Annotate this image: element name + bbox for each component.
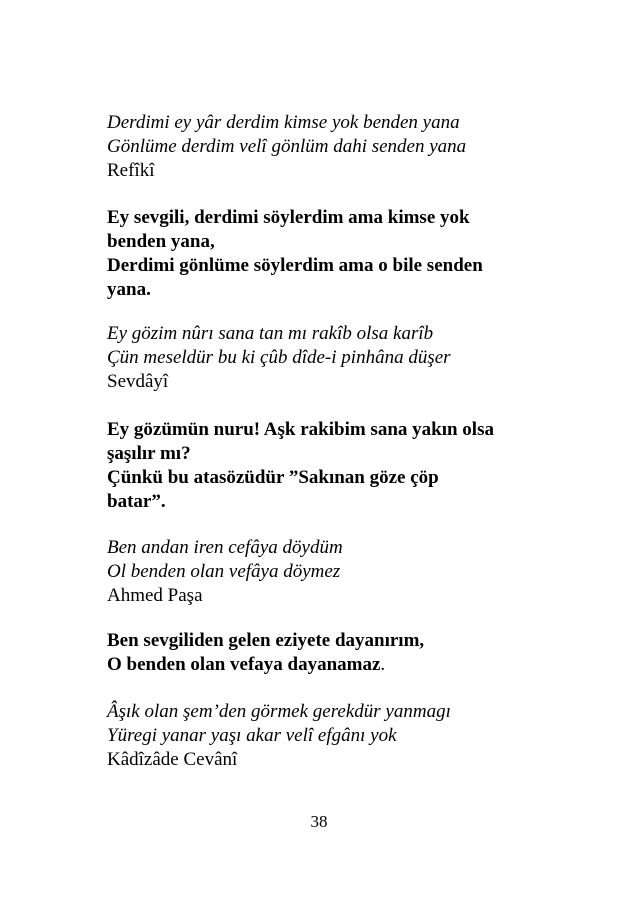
translation-text: O benden olan vefaya dayanamaz bbox=[107, 654, 381, 675]
verse-line: Yüregi yanar yaşı akar velî efgânı yok bbox=[107, 725, 397, 746]
translation-line: batar”. bbox=[107, 491, 166, 512]
poet-name: Refîkî bbox=[107, 160, 155, 181]
translation-period: . bbox=[380, 654, 386, 675]
translation-line: Ey sevgili, derdimi söylerdim ama kimse yok bbox=[107, 207, 470, 228]
translation-line: yana. bbox=[107, 279, 151, 300]
translation-line: Derdimi gönlüme söylerdim ama o bile senden bbox=[107, 255, 483, 276]
verse-line: Ol benden olan vefâya döymez bbox=[107, 561, 341, 582]
verse-line: Ey gözim nûrı sana tan mı rakîb olsa karîb bbox=[107, 323, 434, 344]
verse-line: Derdimi ey yâr derdim kimse yok benden yana bbox=[107, 112, 460, 133]
verse-line: Ben andan iren cefâya döydüm bbox=[107, 537, 343, 558]
translation-line: Ey gözümün nuru! Aşk rakibim sana yakın olsa bbox=[107, 419, 494, 440]
verse-line: Gönlüme derdim velî gönlüm dahi senden yana bbox=[107, 136, 467, 157]
translation-line: Çünkü bu atasözüdür ”Sakınan göze çöp bbox=[107, 467, 439, 488]
translation-line: benden yana, bbox=[107, 231, 215, 252]
translation-line: şaşılır mı? bbox=[107, 443, 191, 464]
poet-name: Sevdâyî bbox=[107, 371, 169, 392]
verse-line: Âşık olan şem’den görmek gerekdür yanmagı bbox=[107, 701, 451, 722]
poet-name: Ahmed Paşa bbox=[107, 585, 203, 606]
verse-line: Çün meseldür bu ki çûb dîde-i pinhâna düşer bbox=[107, 347, 451, 368]
page-number: 38 bbox=[310, 812, 328, 831]
translation-line: Ben sevgiliden gelen eziyete dayanırım, bbox=[107, 630, 425, 651]
translation-line bbox=[107, 653, 385, 677]
poet-name: Kâdîzâde Cevânî bbox=[107, 749, 238, 770]
